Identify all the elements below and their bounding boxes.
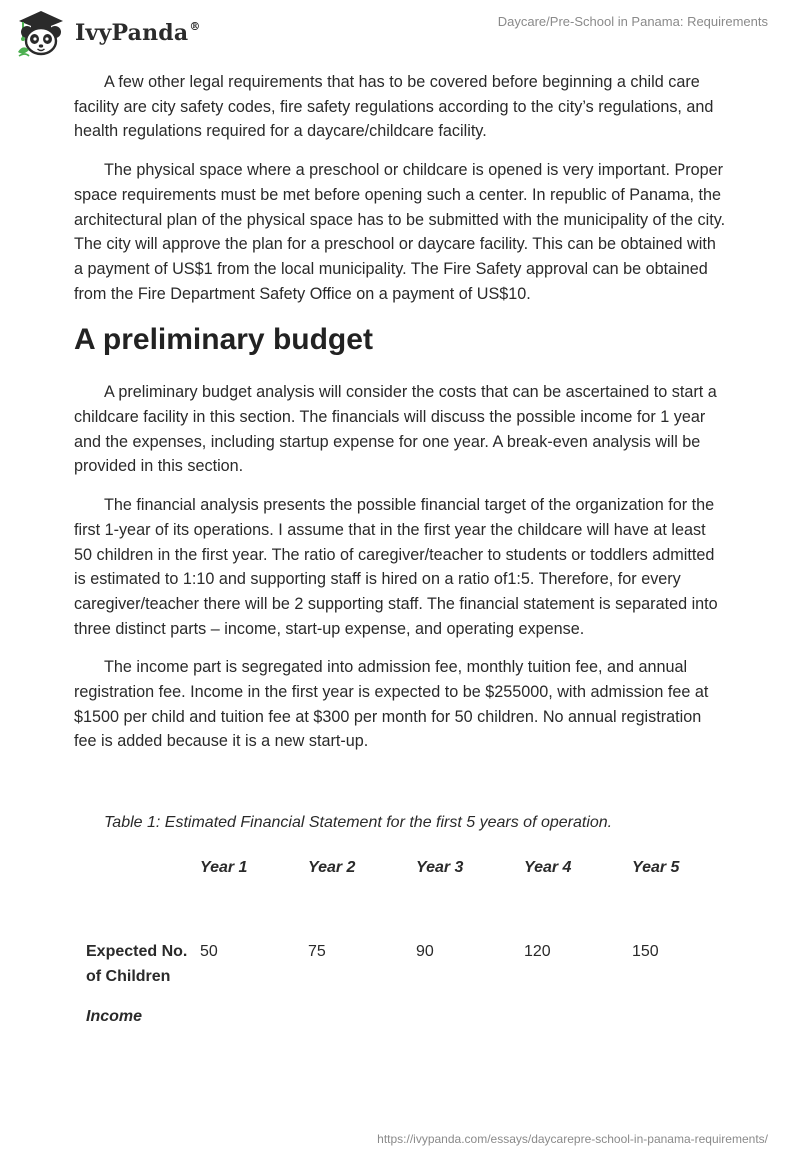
- table-cell: 150: [632, 943, 659, 960]
- source-url[interactable]: https://ivypanda.com/essays/daycarepre-school-in-panama-requirements/: [377, 1132, 768, 1146]
- table-cell: 120: [524, 943, 551, 960]
- year-header: Year 5: [632, 859, 680, 876]
- page-header: [0, 0, 800, 64]
- table-cell: 75: [308, 943, 326, 960]
- registered-mark: ®: [189, 20, 201, 33]
- table-cell: 90: [416, 943, 434, 960]
- paragraph-budget-analysis: A preliminary budget analysis will consider the costs that can be ascertained to start a childcare facility in this section. The financials will discuss the possible income for 1 year and the expenses, including startup expense for one year. A break-even analysis will be provided in this section.: [74, 383, 717, 476]
- logo-text: [75, 20, 201, 46]
- row-label: Expected No. of Children: [86, 943, 188, 985]
- essay-body: [74, 70, 726, 768]
- table-header-row: [80, 846, 740, 940]
- logo-wordmark: IvyPanda: [75, 20, 189, 46]
- paragraph-legal-requirements: A few other legal requirements that has to be covered before beginning a child care facility are city safety codes, fire safety regulations according to the city’s regulations, and health regulations required for a daycare/childcare facility.: [74, 73, 714, 141]
- ivypanda-logo[interactable]: [13, 8, 201, 58]
- financial-statement-table: [80, 846, 740, 1030]
- document-title: Daycare/Pre-School in Panama: Requirements: [497, 14, 768, 29]
- table-cell: 50: [200, 943, 218, 960]
- year-header: Year 2: [308, 859, 356, 876]
- section-heading: A preliminary budget: [74, 323, 373, 357]
- table-corner-cell: [80, 846, 200, 940]
- paragraph-physical-space: The physical space where a preschool or childcare is opened is very important. Proper space requirements must be met before opening such a center. In republic of Panama, the architectural plan of the physical space has to be submitted with the municipality of the city. The city will approve the plan for a preschool or daycare facility. This can be obtained with a payment of US$1 from the local municipality. The Fire Safety approval can be obtained from the Fire Department Safety Office on a payment of US$10.: [74, 161, 726, 303]
- table-row: [80, 989, 740, 1030]
- income-section-label: Income: [86, 1008, 143, 1025]
- table-row: [80, 940, 740, 989]
- year-header: Year 1: [200, 859, 248, 876]
- year-header: Year 3: [416, 859, 464, 876]
- year-header: Year 4: [524, 859, 572, 876]
- panda-mascot-icon: [13, 8, 69, 58]
- paragraph-financial-analysis: The financial analysis presents the possible financial target of the organization for the first 1-year of its operations. I assume that in the first year the childcare will have at least 50 children in the first year. The ratio of caregiver/teacher to students or toddlers admitted is estimated to 1:10 and supporting staff is hired on a ratio of1:5. Therefore, for every caregiver/teacher there will be 2 supporting staff. The financial statement is separated into three distinct parts – income, start-up expense, and operating expense.: [74, 496, 718, 638]
- table-caption: Table 1: Estimated Financial Statement for the first 5 years of operation.: [104, 814, 613, 831]
- paragraph-income: The income part is segregated into admission fee, monthly tuition fee, and annual registration fee. Income in the first year is expected to be $255000, with admission fee at $1500 per child and tuition fee at $300 per month for 50 children. No annual registration fee is added because it is a new start-up.: [74, 658, 709, 751]
